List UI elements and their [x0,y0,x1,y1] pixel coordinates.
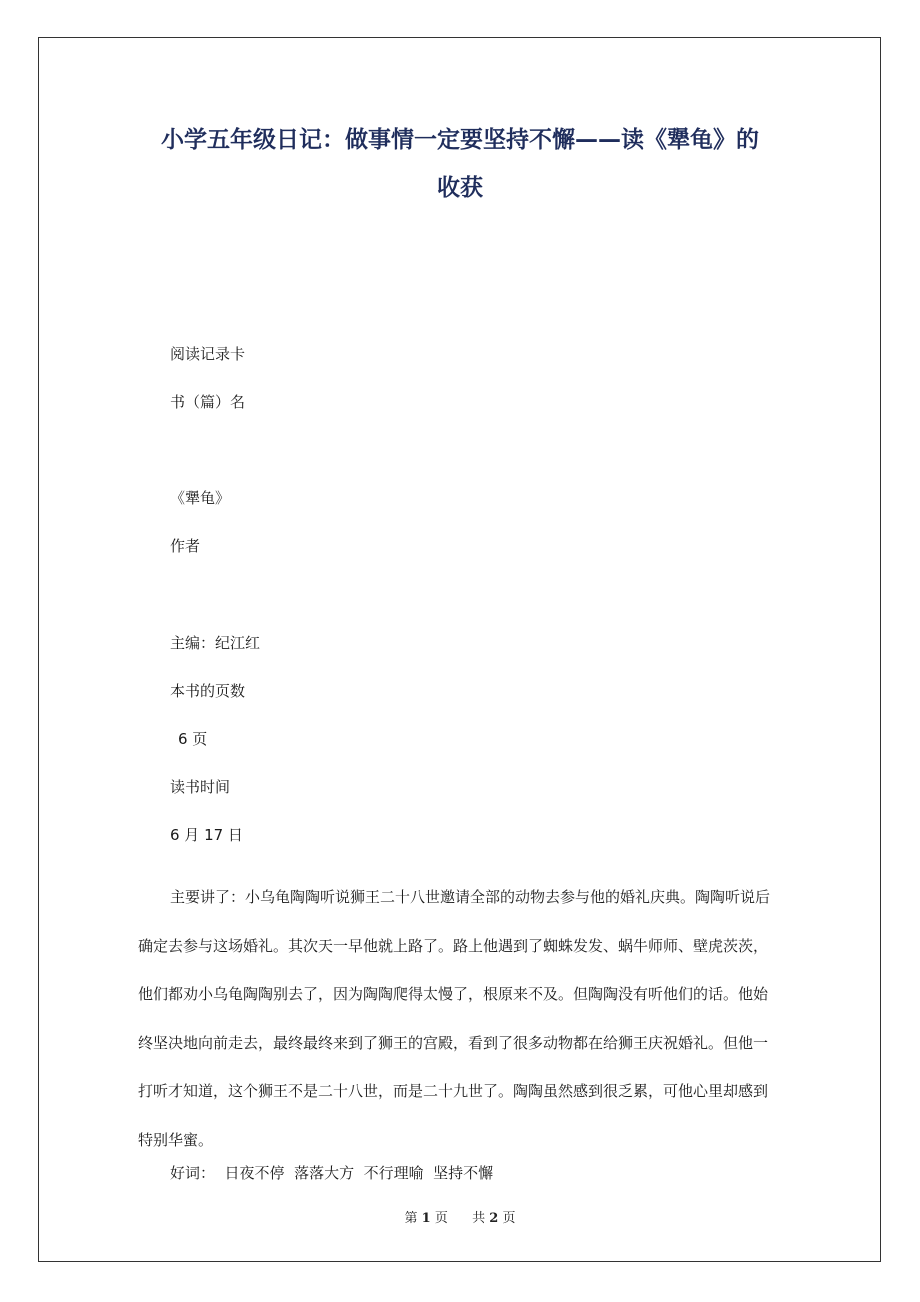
card-heading: 阅读记录卡 [170,345,246,363]
footer-page-word: 页 [434,1211,448,1226]
time-value: 6 月 17 日 [170,826,243,844]
author-label: 作者 [170,537,201,555]
author-value: 主编：纪江红 [170,634,261,652]
title-line-1: 小学五年级日记：做事情一定要坚持不懈——读《犟龟》的 [161,127,759,153]
summary-line: 特别华蜜。 [138,1130,214,1149]
book-value: 《犟龟》 [170,489,231,507]
good-words: 好词： 日夜不停 落落大方 不行理喻 坚持不懈 [170,1164,494,1182]
pages-label: 本书的页数 [170,682,246,700]
time-label: 读书时间 [170,778,231,796]
footer-current-page: 1 [421,1211,431,1226]
footer-total-pages: 2 [489,1211,499,1226]
summary-line: 打听才知道，这个狮王不是二十八世，而是二十九世了。陶陶虽然感到很乏累，可他心里却感到 [138,1082,769,1100]
pages-value: 6 页 [178,730,208,748]
footer-prefix: 第 [404,1211,418,1226]
summary-line: 确定去参与这场婚礼。其次天一早他就上路了。路上他遇到了蜘蛛发发、蜗牛师师、壁虎茨茨， [138,936,769,955]
page-footer [0,1207,920,1226]
book-label: 书（篇）名 [170,393,246,411]
footer-total-prefix: 共 [472,1211,486,1226]
summary-line: 终坚决地向前走去，最终最终来到了狮王的宫殿，看到了很多动物都在给狮王庆祝婚礼。但他一 [138,1033,769,1052]
summary-line: 他们都劝小乌龟陶陶别去了，因为陶陶爬得太慢了，根原来不及。但陶陶没有听他们的话。他始 [138,985,769,1003]
summary-paragraph [138,873,788,1164]
title-line-2: 收获 [437,175,483,201]
summary-line: 主要讲了：小乌龟陶陶听说狮王二十八世邀请全部的动物去参与他的婚礼庆典。陶陶听说后 [170,888,771,906]
document-title [80,116,840,212]
footer-total-suffix: 页 [502,1211,516,1226]
